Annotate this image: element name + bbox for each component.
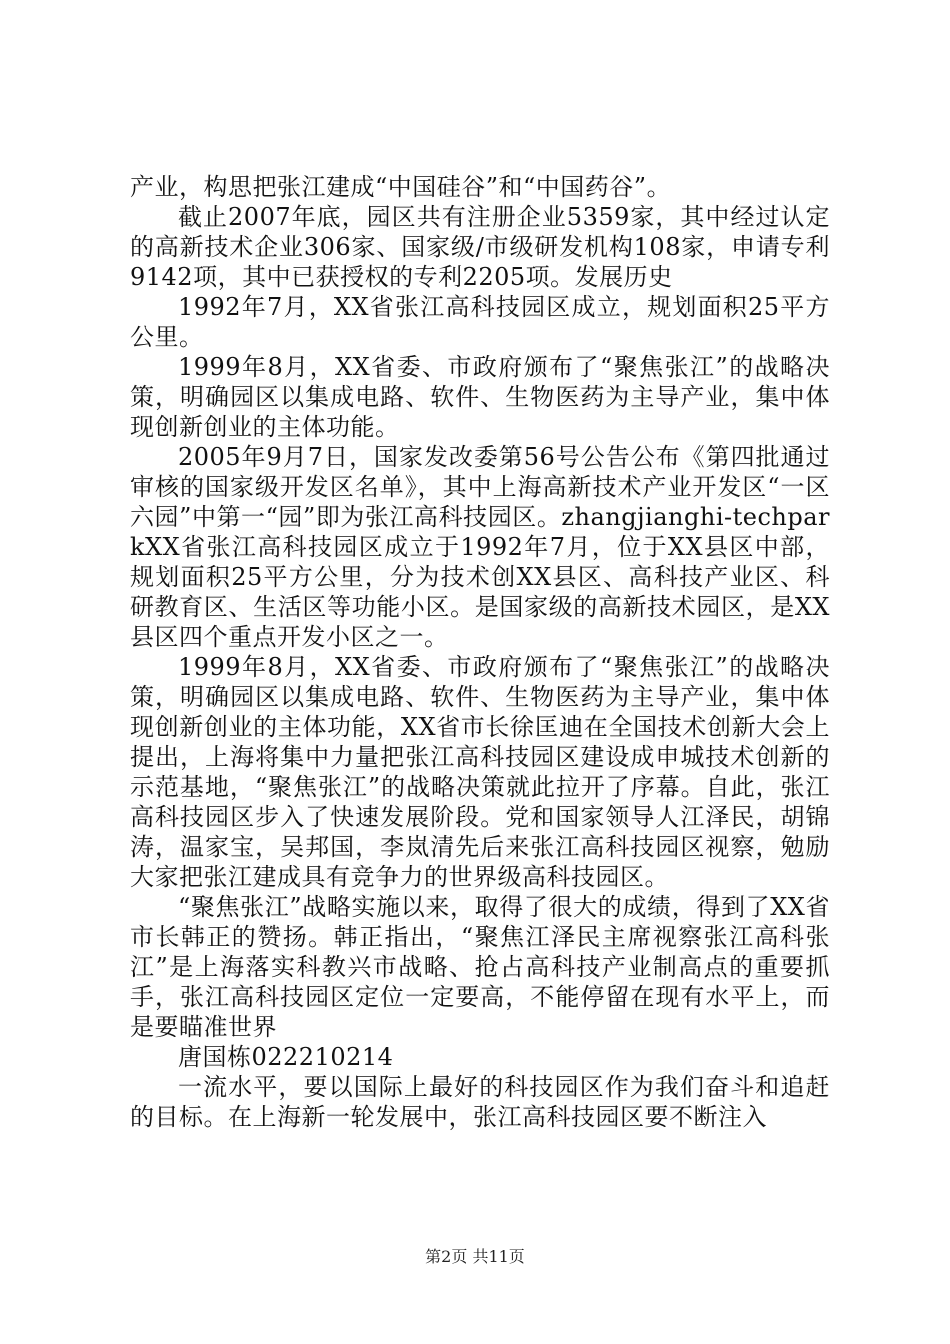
paragraph-7: “聚焦张江”战略实施以来，取得了很大的成绩，得到了XX省市长韩正的赞扬。韩正指出，“聚焦江泽民主席视察张江高科张江”是上海落实科教兴市战略、抢占高科技产业制高点的重要抓手，张江高科技园区定位一定要高，不能停留在现有水平上，而是要瞄准世界 [130,893,830,1041]
paragraph-3: 1992年7月，XX省张江高科技园区成立，规划面积25平方公里。 [130,293,830,351]
paragraph-9: 一流水平，要以国际上最好的科技园区作为我们奋斗和追赶的目标。在上海新一轮发展中，张江高科技园区要不断注入 [130,1073,830,1131]
page-footer: 第2页 共11页 [425,1247,525,1266]
document-body [130,172,830,1132]
paragraph-1: 产业，构思把张江建成“中国硅谷”和“中国药谷”。 [130,173,672,201]
paragraph-6: 1999年8月，XX省委、市政府颁布了“聚焦张江”的战略决策，明确园区以集成电路、软件、生物医药为主导产业，集中体现创新创业的主体功能，XX省市长徐匡迪在全国技术创新大会上提出，上海将集中力量把张江高科技园区建设成申城技术创新的示范基地，“聚焦张江”的战略决策就此拉开了序幕。自此，张江高科技园区步入了快速发展阶段。党和国家领导人江泽民，胡锦涛，温家宝，吴邦国，李岚清先后来张江高科技园区视察，勉励大家把张江建成具有竞争力的世界级高科技园区。 [130,653,830,891]
author-line: 唐国栋022210214 [178,1043,394,1071]
paragraph-5: 2005年9月7日，国家发改委第56号公告公布《第四批通过审核的国家级开发区名单》，其中上海高新技术产业开发区“一区六园”中第一“园”即为张江高科技园区。zhangjianghi-techparkXX省张江高科技园区成立于1992年7月，位于XX县区中部，规划面积25平方公里，分为技术创XX县区、高科技产业区、科研教育区、生活区等功能小区。是国家级的高新技术园区，是XX县区四个重点开发小区之一。 [130,443,830,651]
paragraph-4: 1999年8月，XX省委、市政府颁布了“聚焦张江”的战略决策，明确园区以集成电路、软件、生物医药为主导产业，集中体现创新创业的主体功能。 [130,353,830,441]
paragraph-2: 截止2007年底，园区共有注册企业5359家，其中经过认定的高新技术企业306家、国家级/市级研发机构108家，申请专利9142项，其中已获授权的专利2205项。发展历史 [130,203,830,291]
